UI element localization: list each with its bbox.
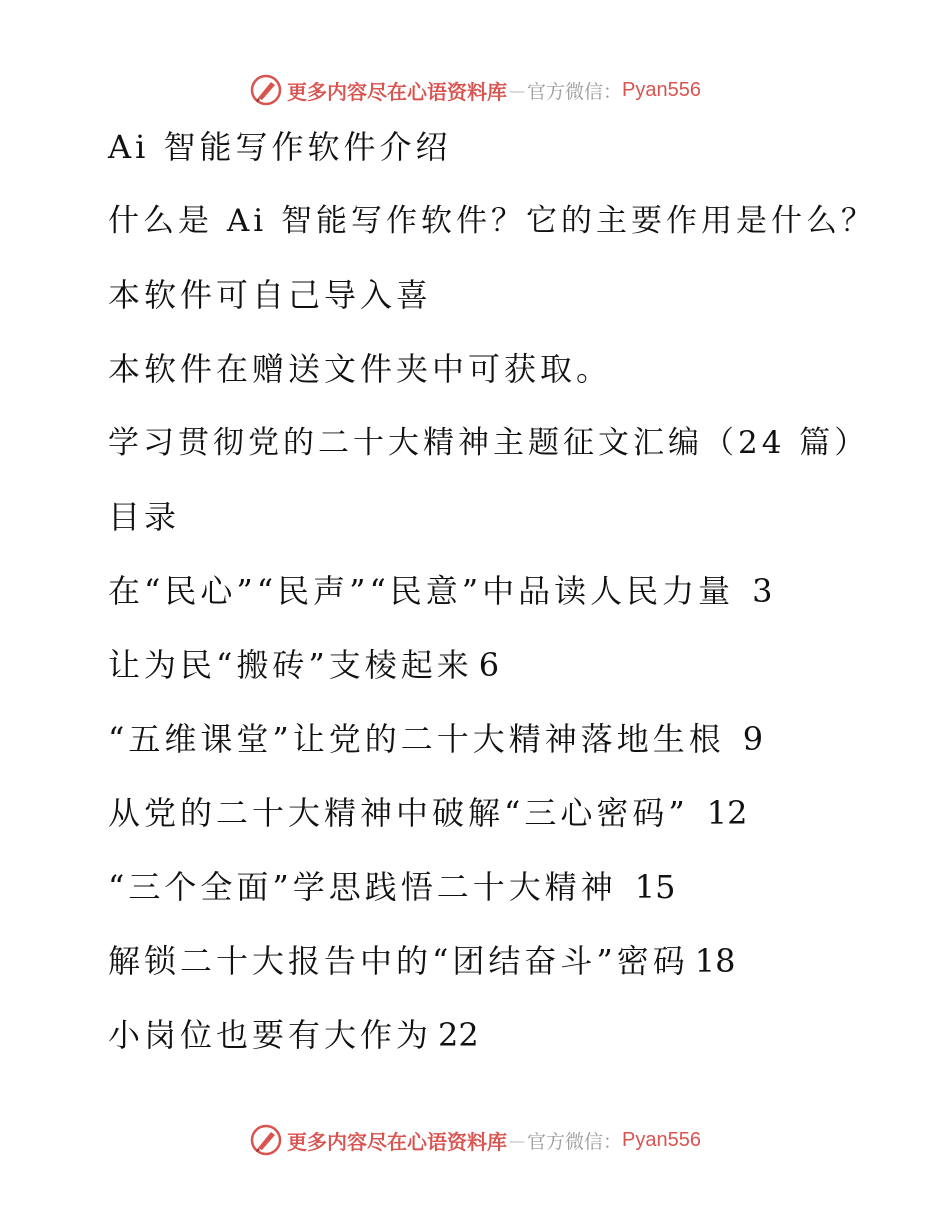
banner-wechat-label: 官方微信： bbox=[527, 80, 623, 103]
toc-item-title: 让为民“搬砖”支棱起来 bbox=[108, 646, 473, 684]
toc-item-page: 22 bbox=[438, 1016, 479, 1054]
toc-item-page: 12 bbox=[706, 794, 748, 832]
pen-circle-logo-icon bbox=[249, 73, 283, 107]
header-banner bbox=[0, 70, 950, 110]
banner-dash: — bbox=[509, 80, 525, 100]
toc-item-title: 解锁二十大报告中的“团结奋斗”密码 bbox=[108, 942, 689, 980]
footer-banner bbox=[0, 1120, 950, 1160]
toc-item-page: 6 bbox=[478, 646, 500, 684]
toc-item-title: 从党的二十大精神中破解“三心密码” bbox=[108, 794, 689, 832]
banner-site-name: 更多内容尽在心语资料库 bbox=[287, 79, 507, 104]
doc-question: 什么是 Ai 智能写作软件？它的主要作用是什么？ bbox=[108, 203, 877, 239]
toc-item[interactable] bbox=[108, 638, 908, 712]
doc-line-import: 本软件可自己导入喜 bbox=[108, 276, 433, 314]
banner-dash: — bbox=[509, 1130, 525, 1150]
toc-item-page: 15 bbox=[634, 868, 676, 906]
toc-item[interactable] bbox=[108, 712, 908, 786]
toc-item-page: 3 bbox=[752, 572, 773, 610]
toc-item[interactable] bbox=[108, 934, 908, 1008]
toc-heading: 目录 bbox=[108, 498, 181, 536]
doc-title: Ai 智能写作软件介绍 bbox=[108, 128, 452, 166]
collection-title: 学习贯彻党的二十大精神主题征文汇编（24 篇） bbox=[108, 425, 870, 461]
banner-wechat-id: Pyan556 bbox=[622, 1128, 701, 1151]
banner-wechat-id: Pyan556 bbox=[622, 78, 701, 101]
doc-line-download: 本软件在赠送文件夹中可获取。 bbox=[108, 350, 613, 388]
toc-item-title: 在“民心”“民声”“民意”中品读人民力量 bbox=[108, 572, 735, 610]
toc-item[interactable] bbox=[108, 564, 908, 638]
pen-circle-logo-icon bbox=[249, 1123, 283, 1157]
toc-item-page: 18 bbox=[694, 942, 736, 980]
toc-item[interactable] bbox=[108, 786, 908, 860]
toc-item[interactable] bbox=[108, 1008, 908, 1082]
toc-item-title: “三个全面”学思践悟二十大精神 bbox=[108, 868, 617, 906]
toc-item[interactable] bbox=[108, 860, 908, 934]
banner-site-name: 更多内容尽在心语资料库 bbox=[287, 1129, 507, 1154]
toc-item-title: 小岗位也要有大作为 bbox=[108, 1016, 433, 1054]
toc-item-title: “五维课堂”让党的二十大精神落地生根 bbox=[108, 720, 725, 758]
document-body bbox=[108, 120, 908, 1082]
toc-item-page: 9 bbox=[742, 720, 764, 758]
banner-wechat-label: 官方微信： bbox=[527, 1130, 623, 1153]
